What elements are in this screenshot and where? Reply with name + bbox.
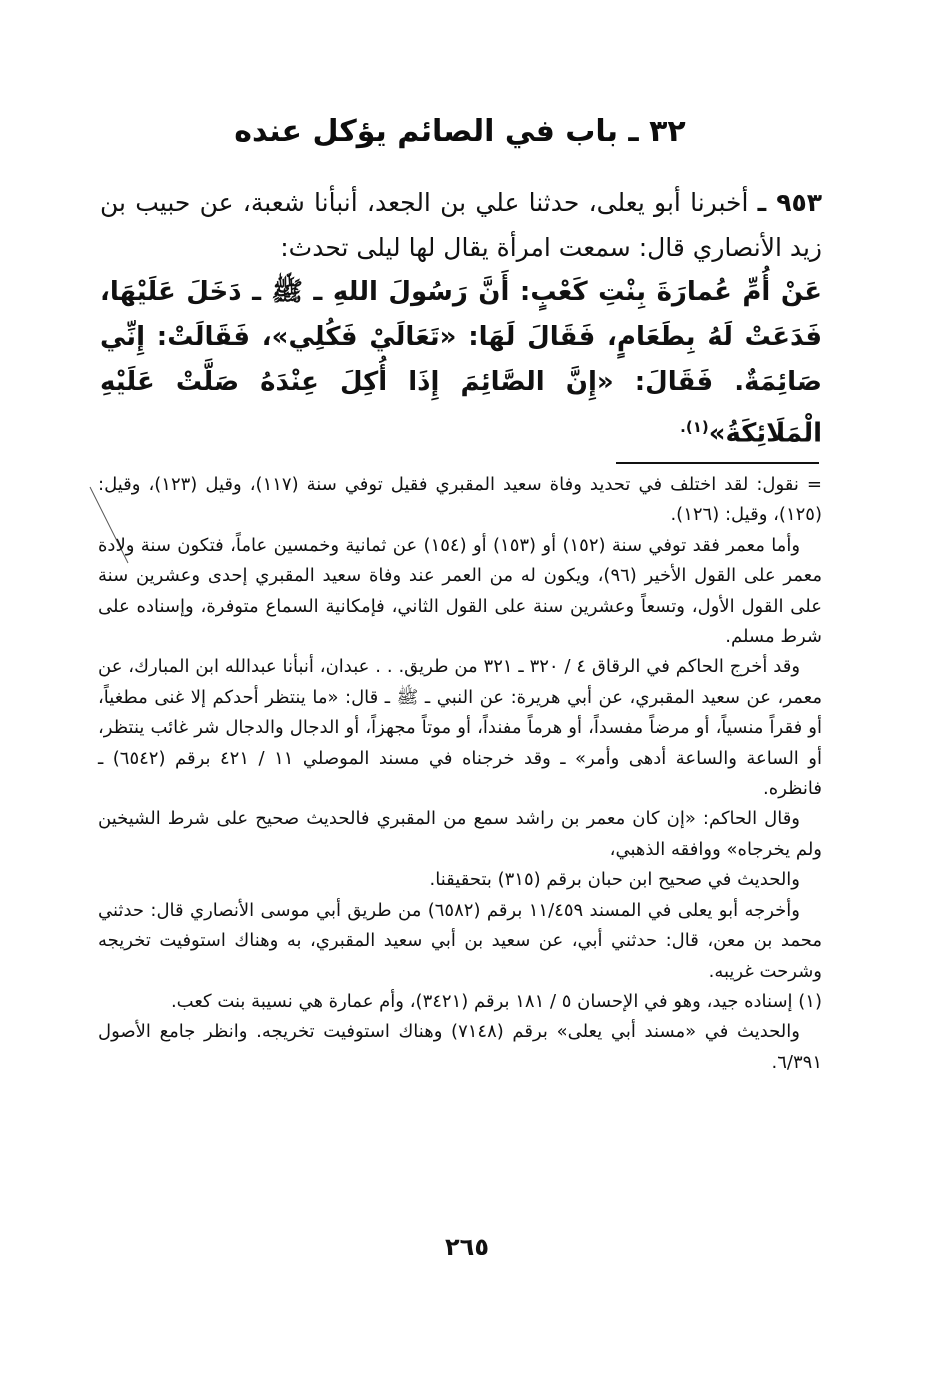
chapter-title: ٣٢ ـ باب في الصائم يؤكل عنده <box>234 114 686 149</box>
page-number: ٢٦٥ <box>445 1233 489 1261</box>
footnote-1-continuation: والحديث في «مسند أبي يعلى» برقم (٧١٤٨) وهناك استوفيت تخريجه. وانظر جامع الأصول ٦/٣٩١. <box>98 1021 822 1073</box>
footnote-continuation-5: والحديث في صحيح ابن حبان برقم (٣١٥) بتحقيقنا. <box>429 869 800 891</box>
footnote-continuation-3: وقد أخرج الحاكم في الرقاق ٤ / ٣٢٠ ـ ٣٢١ من طريق. . . عبدان، أنبأنا عبدالله ابن المبارك، عن معمر، عن سعيد المقبري، عن أبي هريرة: عن النبي ـ ﷺ ـ قال: «ما ينتظر أحدكم إلا غنى مطغياً، أو فقراً منسياً، أو مرضاً مفسداً، أو هرماً مفنداً، أو موتاً مجهزاً، أو الدجال والدجال شر غائب ينتظر، أو الساعة والساعة أدهى وأمر» ـ وقد خرجناه في مسند الموصلي ١١ / ٤٢١ برقم (٦٥٤٢) ـ فانظره. <box>98 656 822 800</box>
footnote-continuation-4: وقال الحاكم: «إن كان معمر بن راشد سمع من المقبري فالحديث صحيح على شرط الشيخين ولم يخرجاه» ووافقه الذهبي، <box>98 808 822 860</box>
footnote-continuation-2: وأما معمر فقد توفي سنة (١٥٢) أو (١٥٣) أو (١٥٤) عن ثمانية وخمسين عاماً، فتكون سنة ولادة معمر على القول الأخير (٩٦)، ويكون له من العمر عند وفاة سعيد المقبري إحدى وعشرين سنة على القول الأول، وتسعاً وعشرين سنة على القول الثاني، فإمكانية السماع متوفرة، وإسناده على شرط مسلم. <box>98 534 823 648</box>
footnotes <box>98 470 822 1078</box>
hadith-matn-paragraph <box>100 270 822 457</box>
footnote-separator <box>616 462 819 464</box>
hadith-number: ٩٥٣ ـ <box>757 188 823 217</box>
main-text <box>100 180 822 457</box>
footnote-reference[interactable]: (١). <box>680 418 709 436</box>
hadith-matn: عَنْ أُمِّ عُمارَةَ بِنْتِ كَعْبٍ: أَنَّ رَسُولَ اللهِ ـ ﷺ ـ دَخَلَ عَلَيْهَا، فَدَعَتْ لَهُ بِطَعَامٍ، فَقَالَ لَهَا: «تَعَالَيْ فَكُلِي»، فَقَالَتْ: إِنِّي صَائِمَةٌ. فَقَالَ: «إِنَّ الصَّائِمَ إِذَا أُكِلَ عِنْدَهُ صَلَّتْ عَلَيْهِ الْمَلَائِكَةُ» <box>100 277 822 449</box>
hadith-paragraph <box>100 180 822 270</box>
footnote-1: (١) إسناده جيد، وهو في الإحسان ٥ / ١٨١ برقم (٣٤٢١)، وأم عمارة هي نسيبة بنت كعب. <box>170 990 822 1012</box>
hadith-isnad: أخبرنا أبو يعلى، حدثنا علي بن الجعد، أنبأنا شعبة، عن حبيب بن زيد الأنصاري قال: سمعت امرأة يقال لها ليلى تحدث: <box>100 188 822 262</box>
footnote-continuation-6: وأخرجه أبو يعلى في المسند ١١/٤٥٩ برقم (٦٥٨٢) من طريق أبي موسى الأنصاري قال: حدثني محمد بن معن، قال: حدثني أبي، عن سعيد بن أبي سعيد المقبري، به وهناك استوفيت تخريجه وشرحت غريبه. <box>98 899 822 982</box>
footnote-continuation-1: = نقول: لقد اختلف في تحديد وفاة سعيد المقبري فقيل توفي سنة (١١٧)، وقيل (١٢٣)، وقيل: (١٢٥)، وقيل: (١٢٦). <box>98 474 822 526</box>
